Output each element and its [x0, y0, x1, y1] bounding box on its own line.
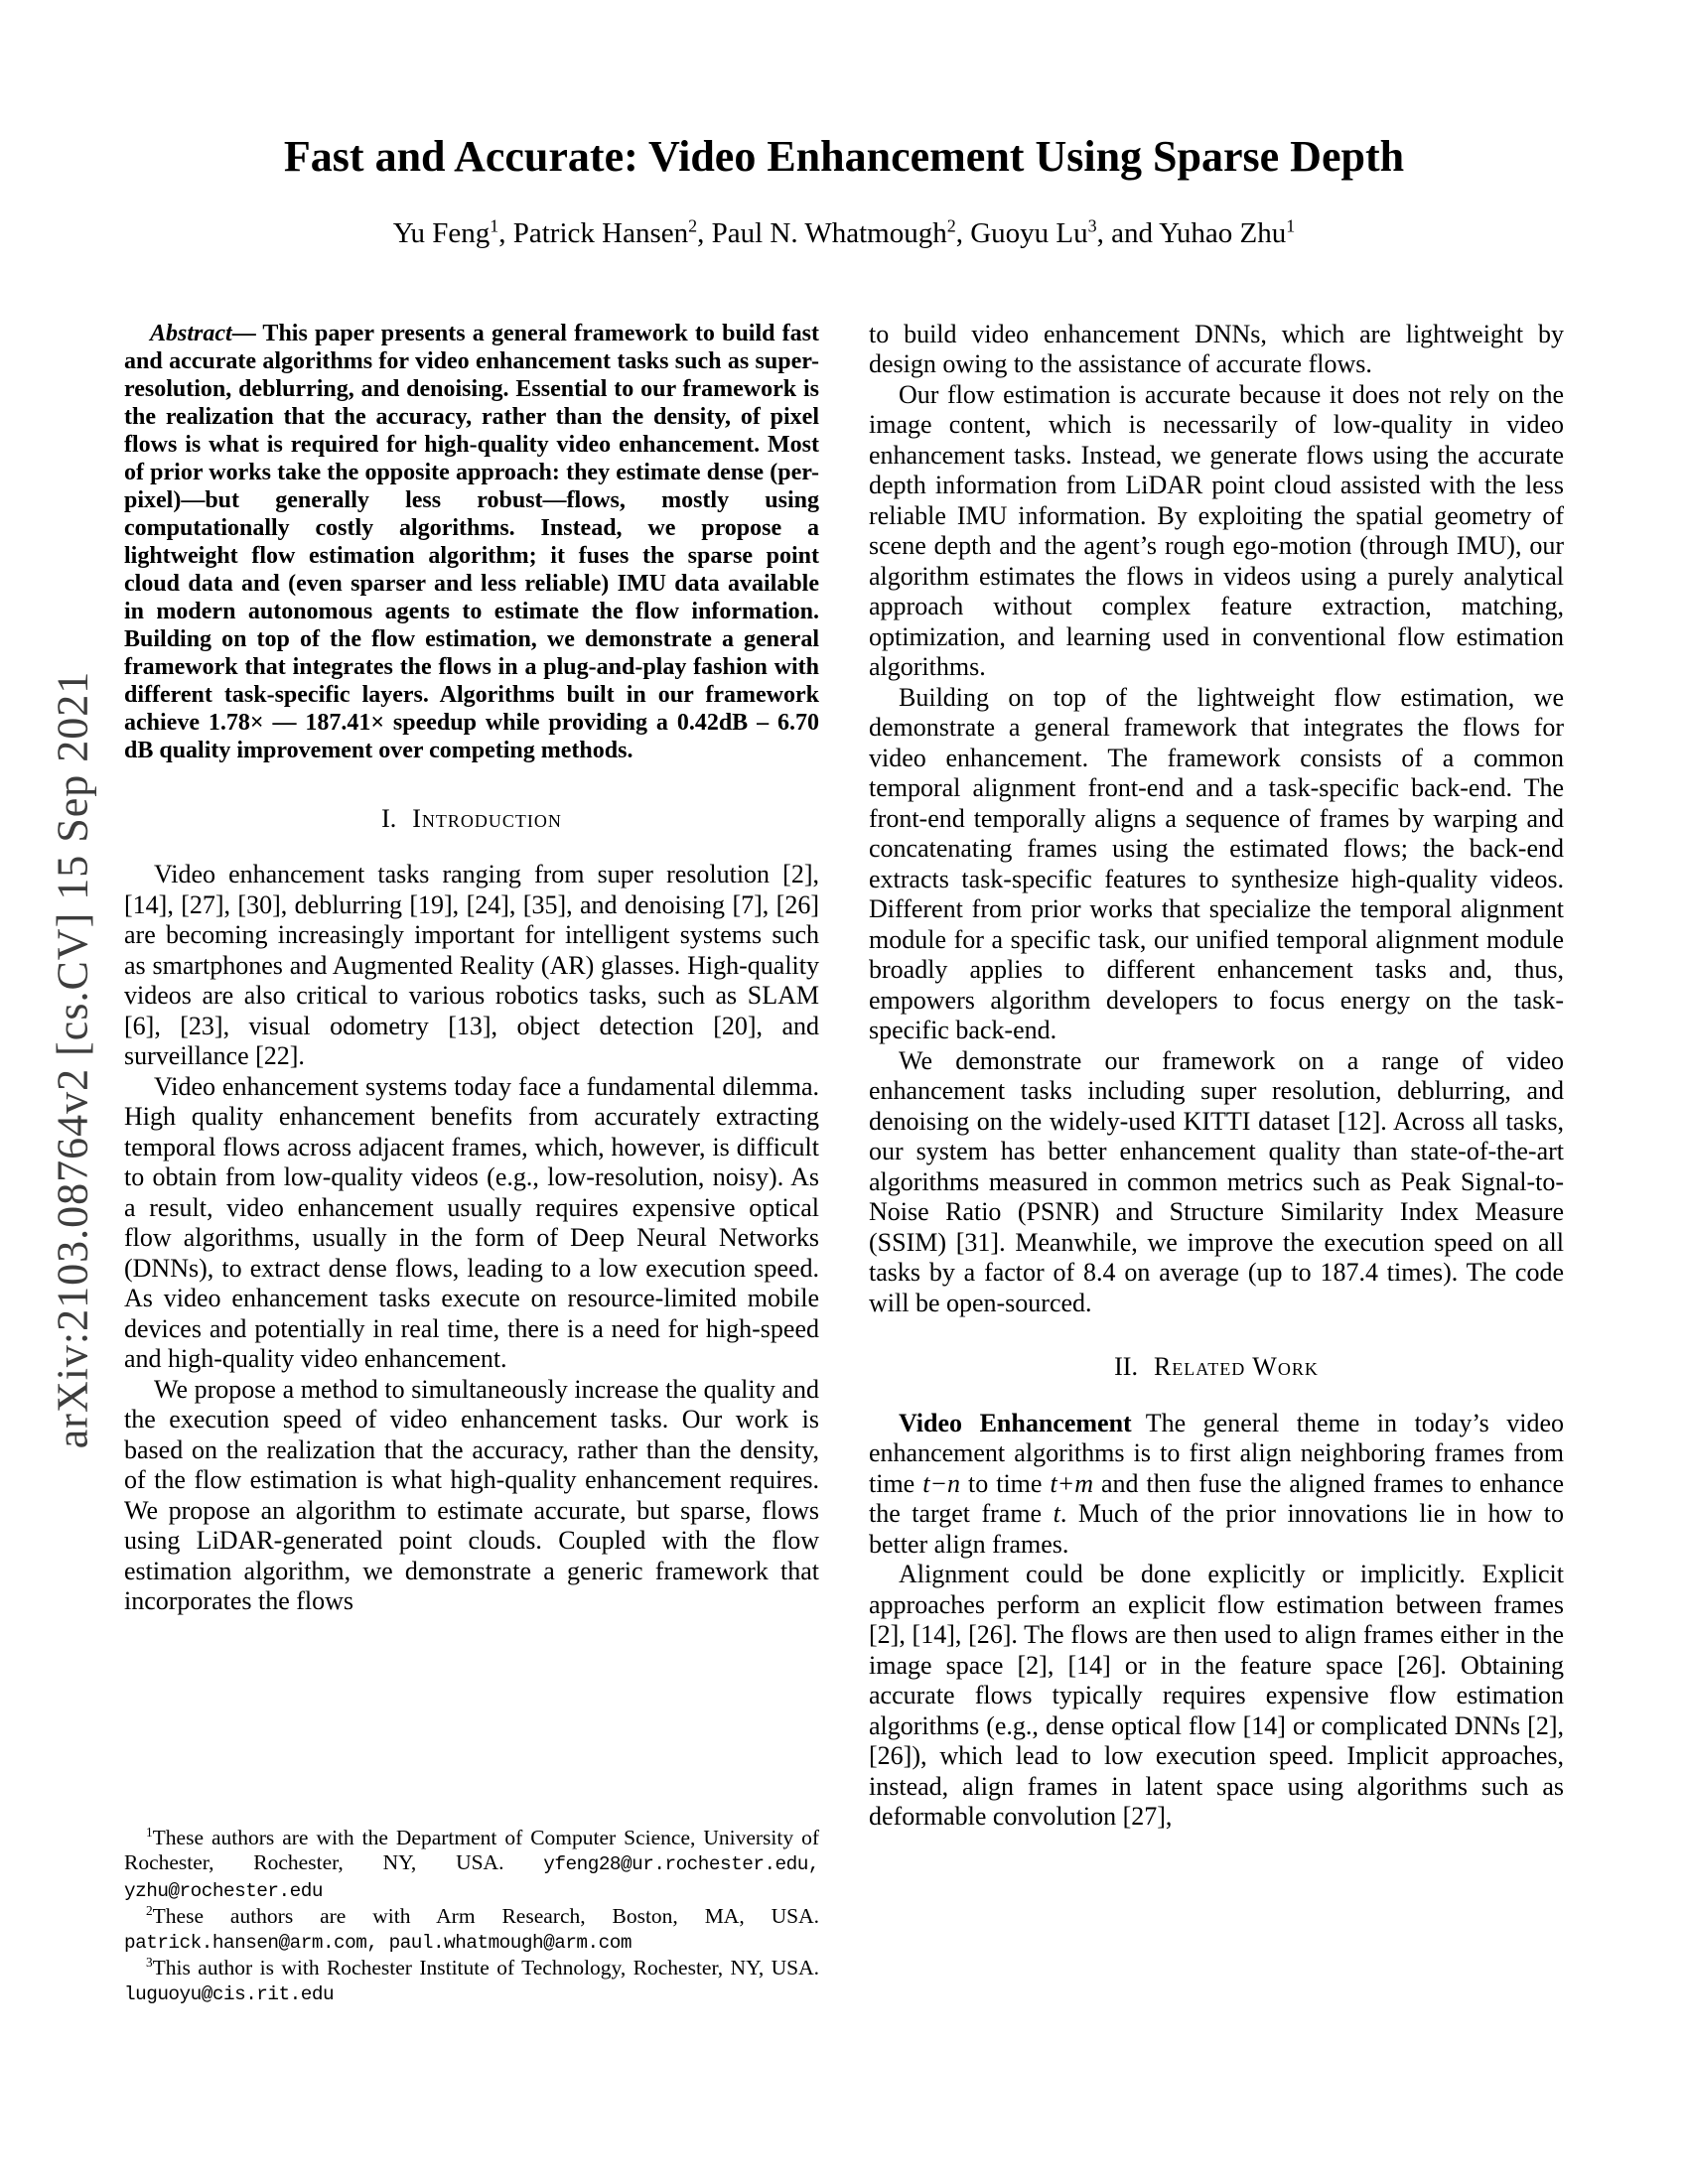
footnote: [124, 1826, 819, 1904]
email-text: luguoyu@cis.rit.edu: [124, 1982, 335, 2005]
section-number: II.: [1114, 1352, 1138, 1382]
abstract: Abstract— This paper presents a general framework to build fast and accurate algorithms for video enhancement tasks such as super-resolution, deblurring, and denoising. Essential to our framework is the realization that the accuracy, rather than the density, of pixel flows is what is required for high-quality video enhancement. Most of prior works take the opposite approach: they estimate dense (per-pixel)—but generally less robust—flows, mostly using computationally costly algorithms. Instead, we propose a lightweight flow estimation algorithm; it fuses the sparse point cloud data and (even sparser and less reliable) IMU data available in modern autonomous agents to estimate the flow information. Building on top of the flow estimation, we demonstrate a general framework that integrates the flows in a plug-and-play fashion with different task-specific layers. Algorithms built in our framework achieve 1.78× — 187.41× speedup while providing a 0.42dB – 6.70 dB quality improvement over competing methods.: [124, 320, 819, 763]
section-heading: [869, 1352, 1564, 1383]
footnote: [124, 1904, 819, 1956]
text-segment: . Much of the prior innovations lie in how to better align frames.: [869, 1499, 1564, 1559]
author-affiliation-marker: 2: [688, 215, 698, 236]
left-column: [124, 320, 819, 2007]
text-segment: These authors are with Arm Research, Boston, MA, USA.: [152, 1903, 819, 1928]
author-affiliation-marker: 1: [1286, 215, 1296, 236]
text-segment: Video enhancement tasks ranging from super resolution [2], [14], [27], [30], deblurring [19], [24], [35], and denoising [7], [26] are becoming increasingly important for intelligent systems such as smartphones and Augmented Reality (AR) glasses. High-quality videos are also critical to various robotics tasks, such as SLAM [6], [23], visual odometry [13], object detection [20], and surveillance [22].: [124, 860, 819, 1071]
email-text: patrick.hansen@arm.com, paul.whatmough@arm.com: [124, 1931, 632, 1954]
footnote-marker: 3: [146, 1954, 153, 1970]
text-segment: Alignment could be done explicitly or implicitly. Explicit approaches perform an explicit flow estimation between frames [2], [14], [26]. The flows are then used to align frames either in the image space [2], [14] or in the feature space [26]. Obtaining accurate flows typically requires expensive flow estimation algorithms (e.g., dense optical flow [14] or complicated DNNs [2], [26]), which lead to low execution speed. Implicit approaches, instead, align frames in latent space using algorithms such as deformable convolution [27],: [869, 1560, 1564, 1832]
text-segment: Building on top of the lightweight flow estimation, we demonstrate a general framework that integrates the flows for video enhancement. The framework consists of a common temporal alignment front-end and a task-specific back-end. The front-end temporally aligns a sequence of frames by warping and concatenating frames using the estimated flows; the back-end extracts task-specific features to synthesize high-quality videos. Different from prior works that specialize the temporal alignment module for a specific task, our unified temporal alignment module broadly applies to different enhancement tasks and, thus, empowers algorithm developers to focus energy on the task-specific back-end.: [869, 682, 1564, 1045]
email-text: yfeng28@ur.rochester.edu, yzhu@rochester.edu: [124, 1852, 819, 1902]
text-segment: t−n: [922, 1468, 960, 1498]
author-affiliation-marker: 1: [490, 215, 499, 236]
right-column: [869, 320, 1564, 2007]
footnote: [124, 1956, 819, 2007]
text-segment: Video Enhancement: [899, 1408, 1132, 1437]
text-segment: Video enhancement systems today face a fundamental dilemma. High quality enhancement benefits from accurately extracting temporal flows across adjacent frames, which, however, is difficult to obtain from low-quality videos (e.g., low-resolution, noisy). As a result, video enhancement usually requires expensive optical flow algorithms, usually in the form of Deep Neural Networks (DNNs), to extract dense flows, leading to a low execution speed. As video enhancement tasks execute on resource-limited mobile devices and potentially in real time, there is a need for high-speed and high-quality video enhancement.: [124, 1071, 819, 1374]
text-segment: t+m: [1050, 1468, 1093, 1498]
footnote-marker: 2: [146, 1902, 153, 1918]
text-segment: and then fuse the aligned frames to enhance the target frame: [869, 1468, 1564, 1529]
paragraph: [869, 683, 1564, 1046]
author-affiliation-marker: 2: [946, 215, 956, 236]
paragraph: [124, 1375, 819, 1617]
two-column-body: [124, 320, 1564, 2007]
footnote-marker: 1: [146, 1824, 153, 1840]
section-title: Introduction: [412, 803, 562, 833]
section-heading: [124, 804, 819, 835]
abstract-lead: Abstract: [150, 320, 232, 346]
author-line: Yu Feng$^1$, Patrick Hansen$^2$, Paul N. Whatmough$^2$, Guoyu Lu$^3$, and Yuhao Zhu$^1$: [392, 215, 1296, 249]
text-segment: Our flow estimation is accurate because it does not rely on the image content, which is necessarily of low-quality in video enhancement tasks. Instead, we generate flows using the accurate depth information from LiDAR point cloud assisted with the less reliable IMU information. By exploiting the spatial geometry of scene depth and the agent’s rough ego-motion (through IMU), our algorithm estimates the flows in videos using a purely analytical approach without complex feature extraction, matching, optimization, and learning used in conventional flow estimation algorithms.: [869, 379, 1564, 682]
text-segment: The general theme in today’s video enhancement algorithms is to first align neighboring frames from time: [869, 1408, 1564, 1498]
paragraph: [869, 1046, 1564, 1319]
arxiv-watermark: arXiv:2103.08764v2 [cs.CV] 15 Sep 2021: [48, 670, 97, 1449]
section-number: I.: [381, 803, 397, 833]
paragraph: [869, 380, 1564, 683]
paper-title: Fast and Accurate: Video Enhancement Using Sparse Depth: [283, 132, 1405, 181]
author-affiliation-marker: 3: [1087, 215, 1097, 236]
paragraph: [869, 320, 1564, 380]
text-segment: to time: [960, 1468, 1051, 1498]
text-segment: We propose a method to simultaneously increase the quality and the execution speed of video enhancement tasks. Our work is based on the realization that the accuracy, rather than the density, of the flow estimation is what high-quality enhancement requires. We propose an algorithm to estimate accurate, but sparse, flows using LiDAR-generated point clouds. Coupled with the flow estimation algorithm, we demonstrate a generic framework that incorporates the flows: [124, 1374, 819, 1616]
section-title: Related Work: [1153, 1352, 1319, 1382]
footnotes: [124, 1816, 819, 2007]
paragraph: [869, 1560, 1564, 1833]
paragraph: [869, 1409, 1564, 1561]
paragraph: [124, 860, 819, 1072]
text-segment: We demonstrate our framework on a range of video enhancement tasks including super resolution, deblurring, and denoising on the widely-used KITTI dataset [12]. Across all tasks, our system has better enhancement quality than state-of-the-art algorithms measured in common metrics such as Peak Signal-to-Noise Ratio (PSNR) and Structure Similarity Index Measure (SSIM) [31]. Meanwhile, we improve the execution speed on all tasks by a factor of 8.4 on average (up to 187.4 times). The code will be open-sourced.: [869, 1045, 1564, 1317]
text-segment: This author is with Rochester Institute of Technology, Rochester, NY, USA.: [152, 1955, 819, 1979]
text-segment: t: [1053, 1499, 1060, 1529]
paragraph: [124, 1072, 819, 1375]
text-segment: These authors are with the Department of Computer Science, University of Rochester, Rochester, NY, USA.: [124, 1825, 819, 1874]
text-segment: to build video enhancement DNNs, which are lightweight by design owing to the assistance of accurate flows.: [869, 319, 1564, 379]
